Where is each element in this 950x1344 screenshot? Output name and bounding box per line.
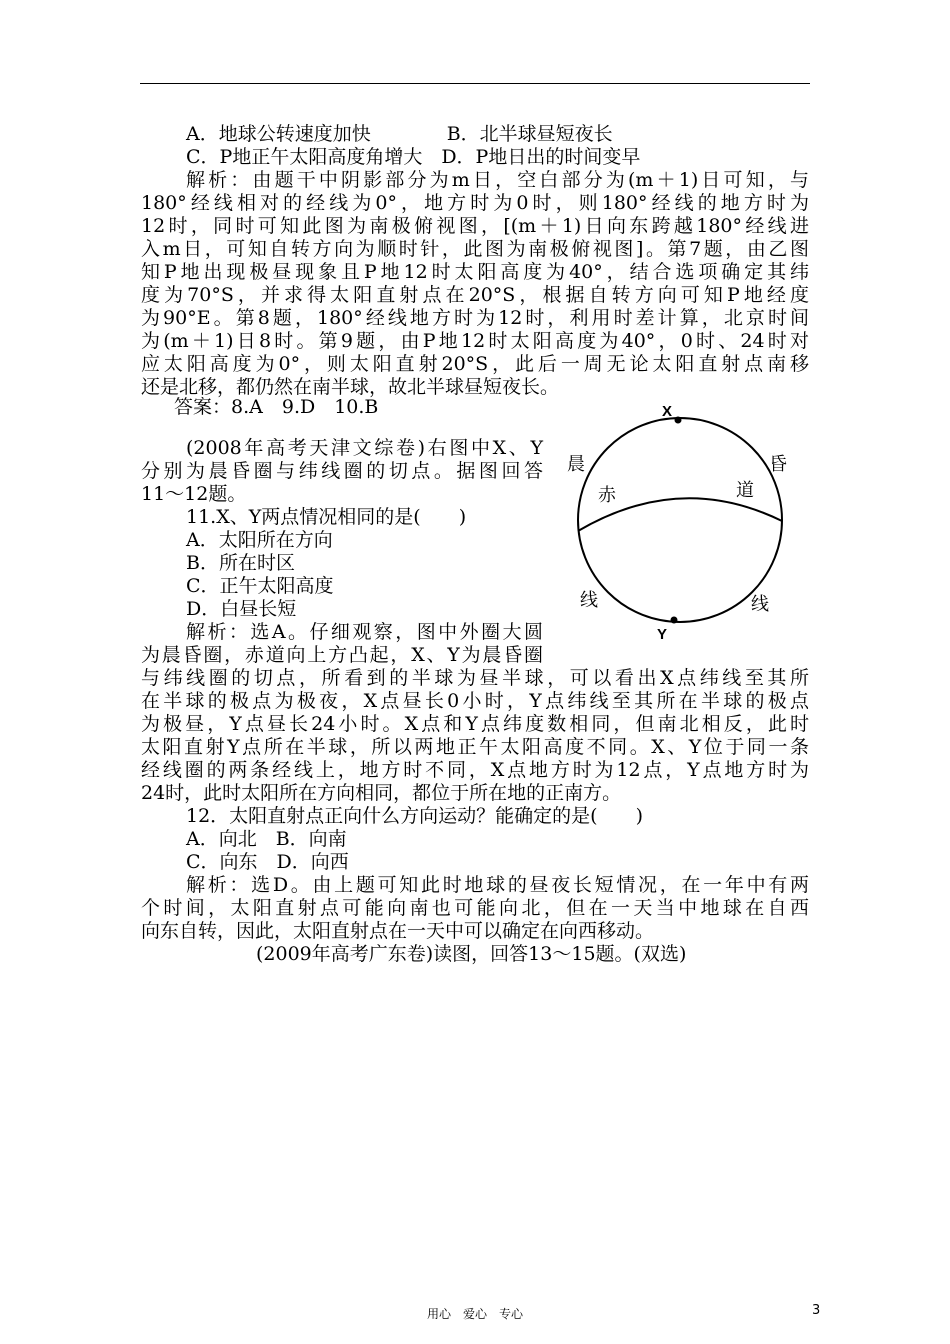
- terminator-circle-figure: [555, 398, 805, 648]
- analysis-line: 为极昼，Y点昼长24小时。X点和Y点纬度数相同，但南北相反，此时: [141, 713, 809, 735]
- analysis-line: 经线圈的两条经线上，地方时不同，X点地方时为12点，Y点地方时为: [141, 759, 809, 781]
- terminator-circle: [578, 418, 782, 622]
- analysis-line: 解析：选D。由上题可知此时地球的昼夜长短情况，在一年中有两: [186, 874, 809, 896]
- page-number: 3: [812, 1303, 821, 1318]
- analysis-line: 度为70°S，并求得太阳直射点在20°S，根据自转方向可知P地经度: [141, 284, 809, 306]
- analysis-line: 向东自转，因此，太阳直射点在一天中可以确定在向西移动。: [141, 920, 655, 942]
- analysis-line: 为晨昏圈，赤道向上方凸起，X、Y为晨昏圈: [141, 644, 543, 666]
- analysis-line: 太阳直射Y点所在半球，所以两地正午太阳高度不同。X、Y位于同一条: [141, 736, 809, 758]
- label-dao: 道: [736, 480, 754, 501]
- analysis-line: 应太阳高度为0°，则太阳直射20°S，此后一周无论太阳直射点南移: [141, 353, 809, 375]
- figure-svg: [555, 398, 805, 648]
- point-x: [675, 417, 682, 424]
- option-a-b: A．向北 B．向南: [186, 828, 347, 850]
- label-y: Y: [657, 626, 668, 643]
- analysis-line: 知P地出现极昼现象且P地12时太阳高度为40°，结合选项确定其纬: [141, 261, 809, 283]
- label-chi: 赤: [598, 485, 616, 506]
- analysis-line: 与纬线圈的切点，所看到的半球为昼半球，可以看出X点纬线至其所: [141, 667, 809, 689]
- label-xian-right: 线: [751, 594, 769, 615]
- analysis-line: 为90°E。第8题，180°经线地方时为12时，利用时差计算，北京时间: [141, 307, 809, 329]
- option-b: B．所在时区: [186, 552, 295, 574]
- analysis-line: 180°经线相对的经线为0°，地方时为0时，则180°经线的地方时为: [141, 192, 809, 214]
- analysis-line: 解析：由题干中阴影部分为m日，空白部分为(m＋1)日可知，与: [186, 169, 809, 191]
- page-footer: 用心 爱心 专心: [426, 1307, 523, 1321]
- question-intro: (2008年高考天津文综卷)右图中X、Y: [186, 437, 543, 459]
- analysis-line: 24时，此时太阳所在方向相同，都位于所在地的正南方。: [141, 782, 622, 804]
- label-xian-left: 线: [580, 590, 598, 611]
- analysis-line: 为(m＋1)日8时。第9题，由P地12时太阳高度为40°，0时、24时对: [141, 330, 809, 352]
- analysis-line: 12时，同时可知此图为南极俯视图，[(m＋1)日向东跨越180°经线进: [141, 215, 809, 237]
- analysis-line: 入m日，可知自转方向为顺时针，此图为南极俯视图]。第7题，由乙图: [141, 238, 809, 260]
- option-d: D．白昼长短: [186, 598, 297, 620]
- label-chen: 晨: [567, 454, 585, 475]
- option-line-a-b: A．地球公转速度加快 B．北半球昼短夜长: [186, 123, 613, 145]
- answer-line: 答案：8.A 9.D 10.B: [174, 396, 379, 418]
- question-12: 12．太阳直射点正向什么方向运动？能确定的是( ): [186, 805, 644, 827]
- option-c-d: C．向东 D．向西: [186, 851, 349, 873]
- analysis-line: 解析：选A。仔细观察，图中外圈大圆: [186, 621, 543, 643]
- analysis-line: 还是北移，都仍然在南半球，故北半球昼短夜长。: [141, 376, 560, 398]
- analysis-line: 个时间，太阳直射点可能向南也可能向北，但在一天当中地球在自西: [141, 897, 809, 919]
- point-y: [671, 617, 678, 624]
- question-intro: 分别为晨昏圈与纬线圈的切点。据图回答: [141, 460, 543, 482]
- label-hun: 昏: [769, 454, 787, 475]
- question-intro: 11～12题。: [141, 483, 247, 505]
- question-intro: (2009年高考广东卷)读图，回答13～15题。(双选): [256, 943, 687, 965]
- analysis-line: 在半球的极点为极夜，X点昼长0小时，Y点纬线至其所在半球的极点: [141, 690, 809, 712]
- option-line-c-d: C．P地正午太阳高度角增大 D．P地日出的时间变早: [186, 146, 641, 168]
- option-a: A．太阳所在方向: [186, 529, 333, 551]
- option-c: C．正午太阳高度: [186, 575, 334, 597]
- header-rule: [140, 83, 810, 84]
- question-11: 11.X、Y两点情况相同的是( ): [186, 506, 467, 528]
- label-x: X: [662, 403, 673, 420]
